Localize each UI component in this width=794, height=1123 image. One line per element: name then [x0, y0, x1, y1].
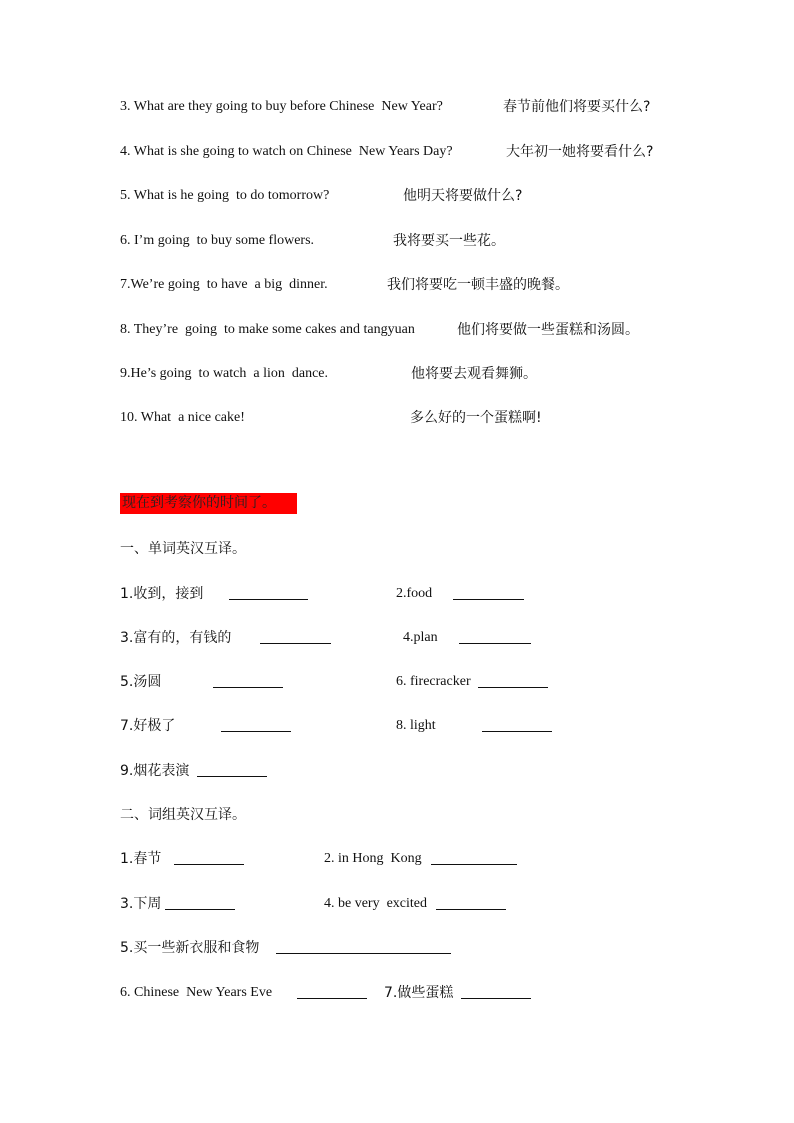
answer-blank[interactable]	[197, 762, 267, 777]
vocab-prompt: 7.好极了	[120, 718, 176, 734]
phrase-item-4	[324, 894, 427, 914]
vocab-prompt: 5.汤圆	[120, 674, 162, 690]
phrase-prompt: 6. Chinese New Years Eve	[120, 985, 273, 1000]
sentence-en: 9.He’s going to watch a lion dance.	[120, 366, 329, 381]
phrase-prompt: 7.做些蛋糕	[384, 985, 454, 1001]
sentence-5	[120, 186, 329, 206]
answer-blank[interactable]	[165, 895, 235, 910]
phrase-prompt: 5.买一些新衣服和食物	[120, 940, 260, 956]
section2-title: 二、词组英汉互译。	[120, 807, 246, 823]
vocab-prompt: 1.收到，接到	[120, 586, 204, 602]
sentence-3-zh: 春节前他们将要买什么?	[503, 99, 651, 115]
answer-blank[interactable]	[297, 984, 367, 999]
answer-blank[interactable]	[436, 895, 506, 910]
vocab-prompt: 9.烟花表演	[120, 763, 190, 779]
sentence-4-zh: 大年初一她将要看什么?	[506, 144, 654, 160]
sentence-4	[120, 142, 453, 162]
sentence-9-zh: 他将要去观看舞狮。	[411, 366, 537, 382]
vocab-prompt: 2.food	[396, 586, 433, 601]
phrase-item-5	[120, 938, 259, 959]
sentence-en: 3. What are they going to buy before Chinese New Year?	[120, 99, 443, 114]
vocab-prompt: 6. firecracker	[396, 674, 471, 689]
phrase-prompt: 2. in Hong Kong	[324, 851, 422, 866]
answer-blank[interactable]	[459, 629, 531, 644]
vocab-item-5	[120, 672, 161, 693]
answer-blank[interactable]	[276, 939, 451, 954]
answer-blank[interactable]	[478, 673, 548, 688]
phrase-item-1	[120, 849, 161, 870]
phrase-item-2	[324, 849, 422, 869]
vocab-prompt: 4.plan	[403, 630, 438, 645]
phrase-item-6	[120, 983, 272, 1003]
answer-blank[interactable]	[482, 717, 552, 732]
answer-blank[interactable]	[461, 984, 531, 999]
sentence-6-zh: 我将要买一些花。	[393, 233, 505, 249]
sentence-7	[120, 275, 328, 295]
section1-title: 一、单词英汉互译。	[120, 541, 246, 557]
phrase-prompt: 3.下周	[120, 896, 162, 912]
sentence-7-zh: 我们将要吃一顿丰盛的晚餐。	[387, 277, 569, 293]
answer-blank[interactable]	[174, 850, 244, 865]
sentence-en: 6. I’m going to buy some flowers.	[120, 233, 315, 248]
answer-blank[interactable]	[453, 585, 524, 600]
sentence-5-zh: 他明天将要做什么?	[403, 188, 523, 204]
vocab-item-1	[120, 584, 203, 605]
sentence-en: 5. What is he going to do tomorrow?	[120, 188, 330, 203]
sentence-6	[120, 231, 314, 251]
answer-blank[interactable]	[260, 629, 331, 644]
vocab-item-6	[396, 672, 471, 692]
sentence-en: 10. What a nice cake!	[120, 410, 245, 425]
answer-blank[interactable]	[221, 717, 291, 732]
sentence-en: 4. What is she going to watch on Chinese New Years Day?	[120, 144, 453, 159]
sentence-10-zh: 多么好的一个蛋糕啊!	[410, 410, 542, 426]
quiz-banner: 现在到考察你的时间了。	[120, 493, 297, 514]
vocab-item-4	[403, 628, 438, 648]
sentence-3	[120, 97, 443, 117]
vocab-prompt: 8. light	[396, 718, 436, 733]
phrase-item-7	[384, 983, 453, 1004]
vocab-item-8	[396, 716, 436, 736]
vocab-item-7	[120, 716, 175, 737]
vocab-item-3	[120, 628, 231, 649]
vocab-prompt: 3.富有的，有钱的	[120, 630, 232, 646]
answer-blank[interactable]	[431, 850, 517, 865]
sentence-8-zh: 他们将要做一些蛋糕和汤圆。	[457, 322, 639, 338]
sentence-10	[120, 408, 245, 428]
sentence-en: 8. They’re going to make some cakes and tangyuan	[120, 322, 415, 337]
sentence-9	[120, 364, 328, 384]
phrase-prompt: 1.春节	[120, 851, 162, 867]
sentence-en: 7.We’re going to have a big dinner.	[120, 277, 328, 292]
answer-blank[interactable]	[213, 673, 283, 688]
answer-blank[interactable]	[229, 585, 308, 600]
phrase-item-3	[120, 894, 161, 915]
vocab-item-2	[396, 584, 432, 604]
phrase-prompt: 4. be very excited	[324, 896, 428, 911]
vocab-item-9	[120, 761, 189, 782]
sentence-8	[120, 320, 415, 340]
